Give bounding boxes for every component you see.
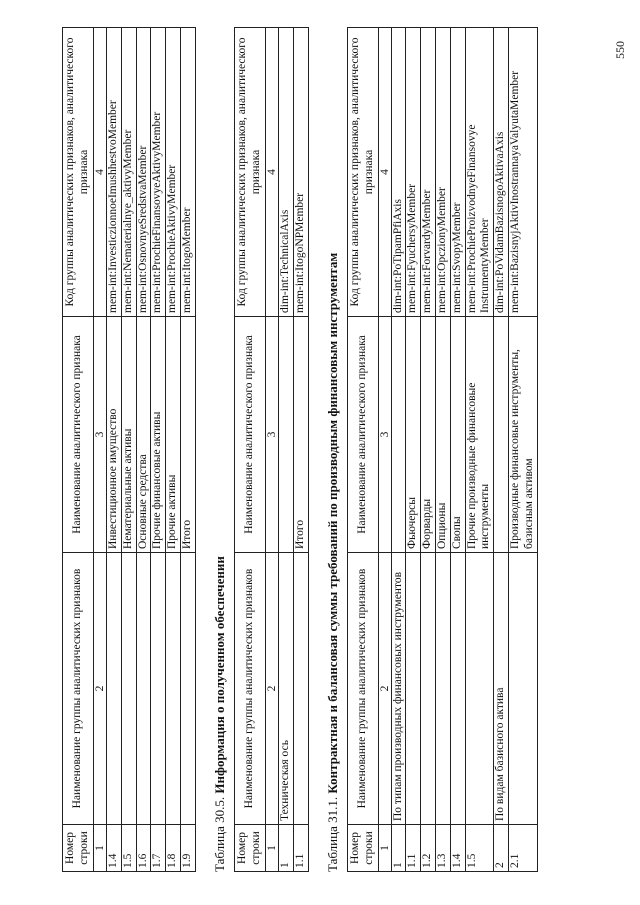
feature-code: mem-int:ProchieProizvodnyeFinansovye InstrumentyMember	[465, 28, 494, 317]
document-sheet	[62, 28, 538, 872]
table-row	[494, 28, 509, 872]
row-number: 1.1	[293, 825, 308, 872]
group-name	[435, 553, 450, 825]
table-row	[421, 28, 436, 872]
feature-name	[278, 317, 293, 553]
header-feature-name: Наименование аналитического признака	[234, 317, 265, 553]
row-number: 2.1	[508, 825, 537, 872]
feature-code: mem-int:BazisnyjAktivInostrannayaValyutaMember	[508, 28, 537, 317]
row-number: 1.5	[465, 825, 494, 872]
feature-code: mem-int:ProchieAktivyMember	[166, 28, 181, 317]
row-number: 1.4	[107, 825, 122, 872]
feature-code: mem-int:FyuchersyMember	[406, 28, 421, 317]
table-row	[136, 28, 151, 872]
feature-code: mem-int:OpczionyMember	[435, 28, 450, 317]
row-number: 1.7	[151, 825, 166, 872]
group-name	[508, 553, 537, 825]
feature-name: Итого	[181, 317, 196, 553]
feature-code: dim-int:TechnicalAxis	[278, 28, 293, 317]
group-name	[465, 553, 494, 825]
table-row	[406, 28, 421, 872]
row-number: 1	[391, 825, 406, 872]
page-number: 550	[613, 41, 627, 59]
feature-name: Прочие активы	[166, 317, 181, 553]
row-number: 1.5	[121, 825, 136, 872]
table-30-5	[234, 27, 309, 872]
row-number: 1.9	[181, 825, 196, 872]
row-number: 1.1	[406, 825, 421, 872]
header-group-name: Наименование группы аналитических признаков	[347, 553, 378, 825]
feature-name: Итого	[293, 317, 308, 553]
feature-code: mem-int:OsnovnyeSredstvaMember	[136, 28, 151, 317]
group-name	[406, 553, 421, 825]
column-index: 4	[94, 28, 107, 317]
group-name	[293, 553, 308, 825]
feature-name: Основные средства	[136, 317, 151, 553]
feature-code: mem-int:ItogoNPMember	[293, 28, 308, 317]
table-row	[151, 28, 166, 872]
feature-code: mem-int:SvopyMember	[450, 28, 465, 317]
table-row	[435, 28, 450, 872]
table-31-1-caption	[325, 28, 341, 872]
column-index: 4	[378, 28, 391, 317]
table-row	[508, 28, 537, 872]
feature-name: Нематериальные активы	[121, 317, 136, 553]
group-name	[107, 553, 122, 825]
table-row	[465, 28, 494, 872]
caption-title: Контрактная и балансовая суммы требований по производным финансовым инструментам	[324, 252, 340, 794]
feature-code: dim-int:PoVidamBazisnogoAktivaAxis	[494, 28, 509, 317]
group-name	[121, 553, 136, 825]
group-name: По типам производных финансовых инструментов	[391, 553, 406, 825]
feature-name: Прочие финансовые активы	[151, 317, 166, 553]
feature-code: mem-int:Nematerialnye_aktivyMember	[121, 28, 136, 317]
feature-name: Фьючерсы	[406, 317, 421, 553]
group-name	[421, 553, 436, 825]
feature-code: mem-int:ForvardyMember	[421, 28, 436, 317]
group-name: Техническая ось	[278, 553, 293, 825]
column-index: 2	[378, 553, 391, 825]
group-name	[450, 553, 465, 825]
column-index: 3	[265, 317, 278, 553]
header-row-number: Номер строки	[63, 825, 94, 872]
header-code: Код группы аналитических признаков, аналитического признака	[63, 28, 94, 317]
feature-code: mem-int:ItogoMember	[181, 28, 196, 317]
row-number: 1.4	[450, 825, 465, 872]
column-index: 3	[378, 317, 391, 553]
group-name	[181, 553, 196, 825]
table-row	[181, 28, 196, 872]
header-group-name: Наименование группы аналитических признаков	[63, 553, 94, 825]
table-row	[278, 28, 293, 872]
row-number: 1.8	[166, 825, 181, 872]
column-index: 1	[265, 825, 278, 872]
table-row	[166, 28, 181, 872]
group-name	[151, 553, 166, 825]
table-row	[107, 28, 122, 872]
table-31-1	[347, 27, 538, 872]
feature-code: dim-int:PoTipamPfiAxis	[391, 28, 406, 317]
table-30-5-caption	[212, 28, 228, 872]
column-index: 4	[265, 28, 278, 317]
table-row	[293, 28, 308, 872]
feature-code: mem-int:InvesticzionnoeImushhestvoMember	[107, 28, 122, 317]
row-number: 1	[278, 825, 293, 872]
group-name: По видам базисного актива	[494, 553, 509, 825]
column-index: 1	[94, 825, 107, 872]
column-index: 2	[265, 553, 278, 825]
group-name	[166, 553, 181, 825]
feature-name	[494, 317, 509, 553]
caption-title: Информация о полученном обеспечении	[211, 556, 227, 794]
table-row	[121, 28, 136, 872]
feature-name: Прочие производные финансовые инструменты	[465, 317, 494, 553]
row-number: 1.6	[136, 825, 151, 872]
feature-name: Опционы	[435, 317, 450, 553]
caption-prefix: Таблица 31.1.	[324, 793, 340, 872]
caption-prefix: Таблица 30.5.	[211, 793, 227, 872]
feature-name: Производные финансовые инструменты, базисным активом	[508, 317, 537, 553]
feature-name: Форварды	[421, 317, 436, 553]
feature-name: Инвестиционное имущество	[107, 317, 122, 553]
column-index: 2	[94, 553, 107, 825]
table-30-4-continued	[62, 27, 196, 872]
header-code: Код группы аналитических признаков, аналитического признака	[347, 28, 378, 317]
header-group-name: Наименование группы аналитических признаков	[234, 553, 265, 825]
table-row	[450, 28, 465, 872]
group-name	[136, 553, 151, 825]
header-code: Код группы аналитических признаков, аналитического признака	[234, 28, 265, 317]
feature-code: mem-int:ProchieFinansovyeAktivyMember	[151, 28, 166, 317]
table-row	[391, 28, 406, 872]
header-feature-name: Наименование аналитического признака	[63, 317, 94, 553]
header-row-number: Номер строки	[234, 825, 265, 872]
row-number: 2	[494, 825, 509, 872]
row-number: 1.2	[421, 825, 436, 872]
column-index: 1	[378, 825, 391, 872]
header-feature-name: Наименование аналитического признака	[347, 317, 378, 553]
feature-name: Свопы	[450, 317, 465, 553]
feature-name	[391, 317, 406, 553]
column-index: 3	[94, 317, 107, 553]
row-number: 1.3	[435, 825, 450, 872]
header-row-number: Номер строки	[347, 825, 378, 872]
